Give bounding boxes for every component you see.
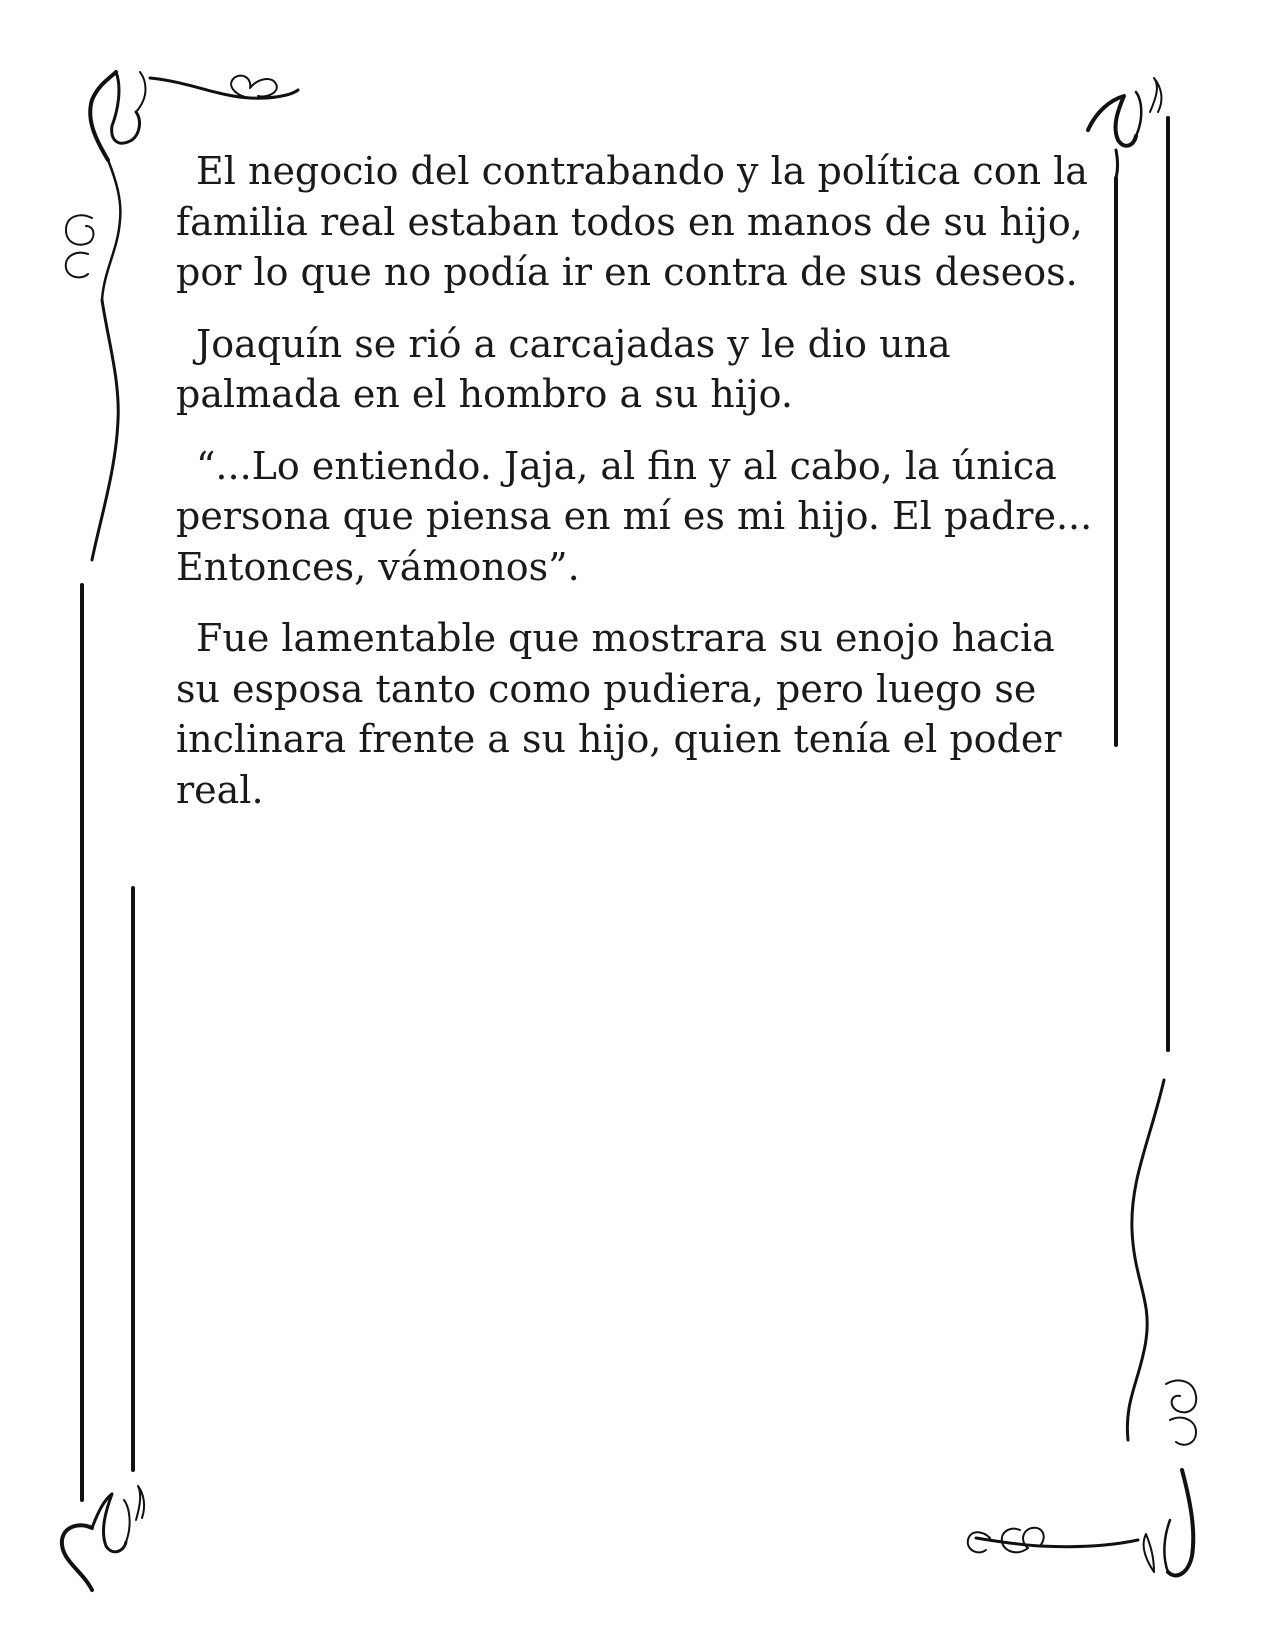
body-text xyxy=(176,146,1106,836)
flourish-bottom-right-icon xyxy=(968,1080,1196,1575)
paragraph-4: Fue lamentable que mostrara su enojo hacia su esposa tanto como pudiera, pero luego se inclinara frente a su hijo, quien tenía el poder real. xyxy=(176,616,1062,812)
paragraph-2: Joaquín se rió a carcajadas y le dio una palmada en el hombro a su hijo. xyxy=(176,321,951,416)
paragraph-3: “...Lo entiendo. Jaja, al fin y al cabo, la única persona que piensa en mí es mi hijo. El padre... Entonces, vámonos”. xyxy=(176,443,1093,589)
flourish-bottom-left-icon xyxy=(62,1486,144,1590)
paragraph-1: El negocio del contrabando y la política con la familia real estaban todos en manos de su hijo, por lo que no podía ir en contra de sus deseos. xyxy=(176,149,1088,294)
